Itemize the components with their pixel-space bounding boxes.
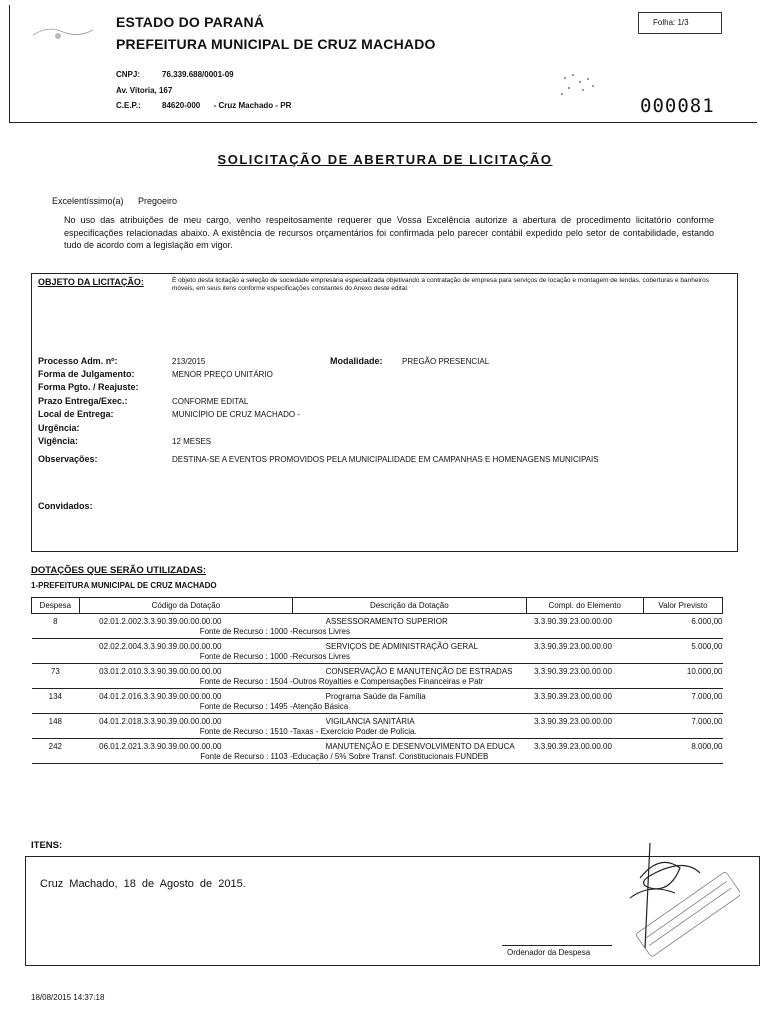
- signature-line: [502, 945, 612, 946]
- table-row: 73 03.01.2.010.3.3.90.39.00.00.00.00 Fonte de Recurso : 1504 - CONSERVAÇÃO E MANUTENÇÃO DE ESTRADAS Outros Royalties e Compensações Financeiras e Patr 3.3.90.39.23.00.00.00 10.000,00: [32, 664, 723, 689]
- obs-label: Observações:: [38, 454, 98, 464]
- protocol-stamp-number: 000081: [640, 95, 715, 117]
- modalidade-label: Modalidade:: [330, 356, 383, 366]
- itens-label: ITENS:: [31, 840, 63, 851]
- objeto-box: [31, 273, 738, 552]
- vigencia-label: Vigência:: [38, 436, 78, 446]
- address-line: Av. Vitoria, 167: [116, 86, 173, 95]
- col-compl: Compl. do Elemento: [526, 598, 643, 614]
- cep-line: C.E.P.: 84620-000 - Cruz Machado - PR: [116, 101, 292, 110]
- table-header-row: [32, 598, 723, 614]
- table-row: 134 04.01.2.016.3.3.90.39.00.00.00.00 Fonte de Recurso : 1495 - Programa Saúde da Família Atenção Básica 3.3.90.39.23.00.00.00 7.000,00: [32, 689, 723, 714]
- signature-icon: [590, 838, 740, 958]
- table-row: 02.02.2.004.3.3.90.39.00.00.00.00 Fonte de Recurso : 1000 - SERVIÇOS DE ADMINISTRAÇÃO GERAL Recursos Livres 3.3.90.39.23.00.00.00 5.000,00: [32, 639, 723, 664]
- folha-box: Folha: 1/3: [638, 12, 722, 34]
- convidados-label: Convidados:: [38, 501, 93, 511]
- processo-value: 213/2015: [172, 357, 206, 366]
- urgencia-label: Urgência:: [38, 423, 80, 433]
- crest-icon: [28, 20, 98, 50]
- city-date: Cruz Machado, 18 de Agosto de 2015.: [40, 878, 246, 890]
- col-descricao: Descrição da Dotação: [293, 598, 526, 614]
- footer-timestamp: 18/08/2015 14:37:18: [31, 993, 105, 1002]
- document-title: SOLICITAÇÃO DE ABERTURA DE LICITAÇÃO: [217, 152, 553, 167]
- col-despesa: Despesa: [32, 598, 80, 614]
- request-paragraph: No uso das atribuições de meu cargo, venho respeitosamente requerer que Vossa Excelência autorize a abertura de procedimento licitatório conforme especificações relacionadas abaixo. A existência de recursos orçamentários foi confirmada pelo parecer contábil expedido pelo setor de contabilidade, estando tudo de acordo com a legislação em vigor.: [64, 215, 714, 250]
- processo-label: Processo Adm. nº:: [38, 356, 118, 366]
- obs-value: DESTINA-SE A EVENTOS PROMOVIDOS PELA MUNICIPALIDADE EM CAMPANHAS E HOMENAGENS MUNICIPAIS: [172, 455, 599, 464]
- col-valor: Valor Previsto: [643, 598, 722, 614]
- cnpj-line: CNPJ: 76.339.688/0001-09: [116, 70, 234, 79]
- dotacoes-entity: 1-PREFEITURA MUNICIPAL DE CRUZ MACHADO: [31, 581, 217, 590]
- pgto-label: Forma Pgto. / Reajuste:: [38, 382, 139, 392]
- col-codigo: Código da Dotação: [79, 598, 292, 614]
- vigencia-value: 12 MESES: [172, 437, 212, 446]
- objeto-label: OBJETO DA LICITAÇÃO:: [38, 277, 144, 287]
- seal-stamp: [555, 70, 605, 100]
- ordenador-label: Ordenador da Despesa: [507, 948, 591, 957]
- state-name: ESTADO DO PARANÁ: [116, 14, 265, 30]
- modalidade-value: PREGÃO PRESENCIAL: [402, 357, 490, 366]
- local-value: MUNICÍPIO DE CRUZ MACHADO -: [172, 410, 300, 419]
- dotacoes-title: DOTAÇÕES QUE SERÃO UTILIZADAS:: [31, 565, 207, 576]
- julgamento-value: MENOR PREÇO UNITÁRIO: [172, 370, 273, 379]
- table-row: 148 04.01.2.018.3.3.90.39.00.00.00.00 Fonte de Recurso : 1510 - VIGILANCIA SANITÁRIA Taxas - Exercício Poder de Polícia. 3.3.90.39.23.00.00.00 7.000,00: [32, 714, 723, 739]
- dotacoes-table: [31, 597, 723, 764]
- julgamento-label: Forma de Julgamento:: [38, 369, 135, 379]
- prazo-value: CONFORME EDITAL: [172, 397, 249, 406]
- prazo-label: Prazo Entrega/Exec.:: [38, 396, 128, 406]
- salutation-value: Pregoeiro: [138, 196, 178, 206]
- salutation-label: Excelentíssimo(a): [52, 196, 124, 206]
- municipality-name: PREFEITURA MUNICIPAL DE CRUZ MACHADO: [116, 36, 436, 52]
- local-label: Local de Entrega:: [38, 409, 114, 419]
- objeto-text: É objeto desta licitação a seleção de sociedade empresária especializada objetivando a contratação de empresa para serviços de locação e montagem de tendas, coberturas e banheiros móveis, em seus itens conforme especificações constantes do Anexo deste edital.: [172, 277, 709, 292]
- table-row: 242 06.01.2.021.3.3.90.39.00.00.00.00 Fonte de Recurso : 1103 - MANUTENÇÃO E DESENVOLVIMENTO DA EDUCA Educação / 5% Sobre Transf. Constitucionais FUNDEB 3.3.90.39.23.00.00.00 8.000,00: [32, 739, 723, 764]
- table-row: 8 02.01.2.002.3.3.90.39.00.00.00.00 Fonte de Recurso : 1000 - ASSESSORAMENTO SUPERIOR Recursos Livres 3.3.90.39.23.00.00.00 6.000,00: [32, 614, 723, 639]
